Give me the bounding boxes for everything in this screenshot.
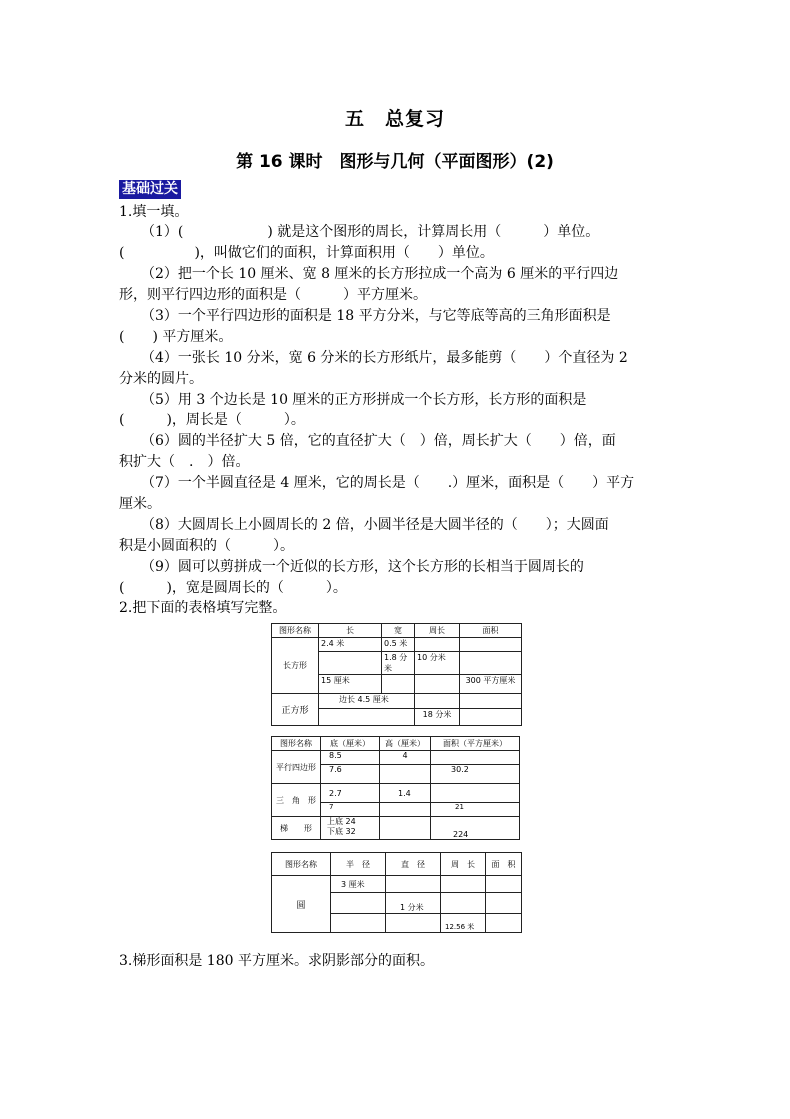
table-cell [382,675,415,694]
table-cell [415,675,460,694]
table-header: 周长 [415,624,460,638]
shape-name-cell: 正方形 [272,694,319,726]
table-cell [380,817,431,840]
table-cell [415,638,460,652]
table-cell [431,784,520,803]
table-cell: 7 [321,803,380,817]
table-cell: 10 分米 [415,652,460,675]
q1-line: （4）一张长 10 分米，宽 6 分米的长方形纸片，最多能剪（ ）个直径为 2 [141,350,628,366]
table-cell [380,803,431,817]
q1-line: 积是小圆面积的（ ）。 [119,538,294,554]
table-cell [386,914,441,933]
q1-line: 厘米。 [119,496,161,512]
upper-base-text: 上底 24 [327,817,356,826]
table-cell [331,893,386,914]
q1-line: 形，则平行四边形的面积是（ ）平方厘米。 [119,287,427,303]
q1-line: （6）圆的半径扩大 5 倍，它的直径扩大（ ）倍，周长扩大（ ）倍，面 [141,433,616,449]
shape-name-cell: 长方形 [272,638,319,694]
q1-line: 积扩大（ . ）倍。 [119,454,250,470]
shape-name-cell: 梯 形 [272,817,321,840]
q1-line: （2）把一个长 10 厘米、宽 8 厘米的长方形拉成一个高为 6 厘米的平行四边 [141,266,619,282]
table-cell: 18 分米 [415,709,460,726]
table-cell [380,765,431,784]
q1-line: ( )，叫做它们的面积，计算面积用（ ）单位。 [119,245,494,261]
rectangle-square-table [271,623,522,726]
table-cell [431,751,520,765]
table-cell: 2.7 [321,784,380,803]
table-cell [386,876,441,893]
table-header: 面积 [460,624,522,638]
table-cell [319,652,382,675]
q1-line: ( )，周长是（ ）。 [119,412,305,428]
q1-line: （1）( ) 就是这个图形的周长，计算周长用（ ）单位。 [141,224,600,240]
table-header: 图形名称 [272,853,331,876]
table-cell [415,694,460,709]
table-cell [331,914,386,933]
question-1-heading: 1.填一填。 [119,204,189,220]
q1-line: （9）圆可以剪拼成一个近似的长方形，这个长方形的长相当于圆周长的 [141,559,584,575]
table-header: 图形名称 [272,737,321,751]
table-cell [460,638,522,652]
table-cell [486,876,522,893]
table-cell [441,876,486,893]
q1-line: （8）大圆周长上小圆周长的 2 倍，小圆半径是大圆半径的（ ）；大圆面 [141,517,609,533]
table-cell [321,817,380,840]
q1-line: ( )，宽是圆周长的（ ）。 [119,580,347,596]
table-header: 直 径 [386,853,441,876]
table-header: 半 径 [331,853,386,876]
shape-name-cell: 圆 [272,876,331,933]
q1-line: 分米的圆片。 [119,371,203,387]
parallelogram-triangle-trapezoid-table [271,736,520,840]
table-cell [441,893,486,914]
table-cell [319,709,415,726]
table-cell [486,893,522,914]
table-cell: 1 分米 [386,893,441,914]
table-cell: 1.8 分米 [382,652,415,675]
table-cell: 30.2 [431,765,520,784]
page-title: 五 总复习 [344,108,445,130]
shape-name-cell: 三 角 形 [272,784,321,817]
section-badge: 基础过关 [119,180,181,199]
table-cell: 4 [380,751,431,765]
table-cell: 0.5 米 [382,638,415,652]
table-cell: 2.4 米 [319,638,382,652]
q1-line: ( ) 平方厘米。 [119,329,233,345]
table-cell: 边长 4.5 厘米 [319,694,415,709]
q1-line: （5）用 3 个边长是 10 厘米的正方形拼成一个长方形，长方形的面积是 [141,392,587,408]
lower-base-text: 下底 32 [327,827,356,836]
table-cell: 224 [431,817,520,840]
table-header: 面 积 [486,853,522,876]
table-cell: 21 [431,803,520,817]
q1-line: （3）一个平行四边形的面积是 18 平方分米，与它等底等高的三角形面积是 [141,308,611,324]
table-cell [460,652,522,675]
table-header: 宽 [382,624,415,638]
table-header: 高（厘米） [380,737,431,751]
table-header: 面积（平方厘米） [431,737,520,751]
circle-table [271,852,522,933]
table-header: 图形名称 [272,624,319,638]
table-cell: 15 厘米 [319,675,382,694]
table-cell [486,914,522,933]
table-cell: 12.56 米 [441,914,486,933]
table-header: 长 [319,624,382,638]
table-cell: 8.5 [321,751,380,765]
table-cell: 3 厘米 [331,876,386,893]
shape-name-cell: 平行四边形 [272,751,321,784]
table-header: 底（厘米） [321,737,380,751]
question-3-heading: 3.梯形面积是 180 平方厘米。求阴影部分的面积。 [119,953,434,969]
table-header: 周 长 [441,853,486,876]
question-2-heading: 2.把下面的表格填写完整。 [119,600,287,616]
lesson-subtitle: 第 16 课时 图形与几何（平面图形）(2) [236,152,554,172]
q1-line: （7）一个半圆直径是 4 厘米，它的周长是（ .）厘米，面积是（ ）平方 [141,475,635,491]
table-cell: 300 平方厘米 [460,675,522,694]
table-cell [460,709,522,726]
table-cell: 7.6 [321,765,380,784]
table-cell: 1.4 [380,784,431,803]
table-cell [460,694,522,709]
